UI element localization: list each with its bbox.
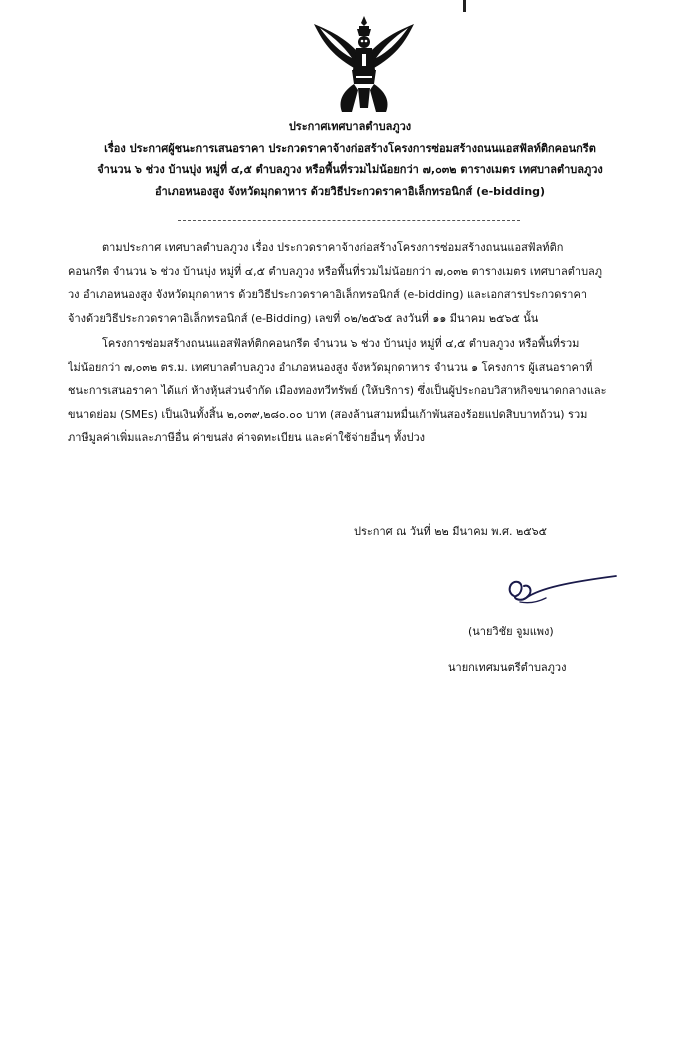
body-line: โครงการซ่อมสร้างถนนแอสฟัลท์ติกคอนกรีต จำนวน ๖ ช่วง บ้านบุ่ง หมู่ที่ ๔,๕ ตำบลภูวง หรือพื้นที่รวม — [102, 337, 580, 350]
announcement-subject: เรื่อง ประกาศผู้ชนะการเสนอราคา ประกวดราคาจ้างก่อสร้างโครงการซ่อมสร้างถนนแอสฟัลท์ติกคอนกรีต — [104, 141, 596, 155]
body-line: ไม่น้อยกว่า ๗,๐๓๒ ตร.ม. เทศบาลตำบลภูวง อำเภอหนองสูง จังหวัดมุกดาหาร จำนวน ๑ โครงการ ผู้เสนอราคาที่ — [68, 360, 593, 374]
signer-name: (นายวิชัย จูมแพง) — [468, 625, 554, 638]
announcement-date: ประกาศ ณ วันที่ ๒๒ มีนาคม พ.ศ. ๒๕๖๕ — [354, 525, 547, 538]
body-line: คอนกรีต จำนวน ๖ ช่วง บ้านบุ่ง หมู่ที่ ๔,๕ ตำบลภูวง หรือพื้นที่รวมไม่น้อยกว่า ๗,๐๓๒ ตารางเมตร เทศบาลตำบลภู — [68, 264, 603, 278]
body-line: ตามประกาศ เทศบาลตำบลภูวง เรื่อง ประกวดราคาจ้างก่อสร้างโครงการซ่อมสร้างถนนแอสฟัลท์ติก — [102, 241, 564, 254]
signer-position: นายกเทศมนตรีตำบลภูวง — [448, 661, 567, 674]
scan-mark — [463, 0, 466, 12]
body-line: ชนะการเสนอราคา ได้แก่ ห้างหุ้นส่วนจำกัด เมืองทองทวีทรัพย์ (ให้บริการ) ซึ่งเป็นผู้ประกอบวิสาหกิจขนาดกลางและ — [68, 384, 607, 397]
announcement-subject-line-2: จำนวน ๖ ช่วง บ้านบุ่ง หมู่ที่ ๔,๕ ตำบลภูวง หรือพื้นที่รวมไม่น้อยกว่า ๗,๐๓๒ ตารางเมตร เทศบาลตำบลภูวง — [97, 163, 603, 176]
document-body — [68, 236, 658, 450]
garuda-emblem-icon — [312, 14, 416, 114]
announcement-subject-line-3: อำเภอหนองสูง จังหวัดมุกดาหาร ด้วยวิธีประกวดราคาอิเล็กทรอนิกส์ (e-bidding) — [154, 184, 546, 198]
body-line: จ้างด้วยวิธีประกวดราคาอิเล็กทรอนิกส์ (e-Bidding) เลขที่ ๐๒/๒๕๖๕ ลงวันที่ ๑๑ มีนาคม ๒๕๖๕ นั้น — [68, 311, 539, 325]
body-line: วง อำเภอหนองสูง จังหวัดมุกดาหาร ด้วยวิธีประกวดราคาอิเล็กทรอนิกส์ (e-bidding) และเอกสารประกวดราคา — [68, 288, 587, 301]
separator-line — [178, 220, 520, 221]
body-line: ภาษีมูลค่าเพิ่มและภาษีอื่น ค่าขนส่ง ค่าจดทะเบียน และค่าใช้จ่ายอื่นๆ ทั้งปวง — [68, 431, 426, 444]
signature-icon — [500, 566, 620, 608]
document-header — [40, 116, 660, 202]
announcement-org: ประกาศเทศบาลตำบลภูวง — [288, 120, 412, 133]
body-line: ขนาดย่อม (SMEs) เป็นเงินทั้งสิ้น ๒,๐๓๙,๒๘๐.๐๐ บาท (สองล้านสามหมื่นเก้าพันสองร้อยแปดสิบบาทถ้วน) รวม — [68, 407, 588, 421]
